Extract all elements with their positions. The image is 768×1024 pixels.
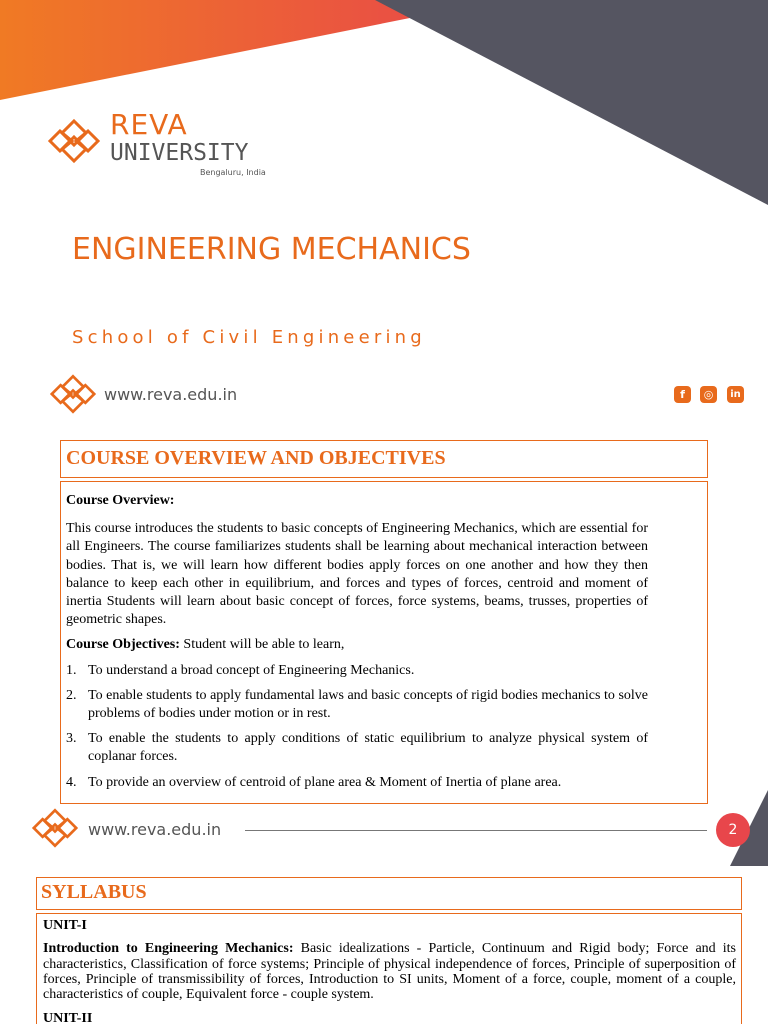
list-item-number: 3. [66, 731, 77, 747]
unit-1-label-line [43, 918, 736, 933]
list-item-text: To provide an overview of centroid of plane area & Moment of Inertia of plane area. [88, 774, 562, 790]
list-item [66, 774, 648, 792]
unit-1-text: Basic idealizations - Particle, Continuum and Rigid body; Force and its characteristics, Classification of force systems; Principle of physical independence of forces, Principle of superposition of forces, Principle of transmissibility of forces, Introduction to SI units, Moment of a force, couple, moment of a couple, characteristics of couple, Equivalent force - couple system. [43, 941, 736, 1003]
objectives-intro: Student will be able to learn, [179, 637, 345, 653]
unit-2-label-line [43, 1011, 736, 1024]
overview-heading: COURSE OVERVIEW AND OBJECTIVES [66, 447, 446, 469]
unit-1-paragraph [43, 941, 736, 1002]
objectives-label: Course Objectives: [66, 637, 180, 653]
unit-1-title: Introduction to Engineering Mechanics: [43, 941, 294, 957]
syllabus-content-box [36, 913, 742, 1024]
list-item-text: To enable the students to apply conditions of static equilibrium to analyze physical system of coplanar forces. [88, 731, 648, 765]
footer-divider [245, 830, 707, 831]
syllabus-heading: SYLLABUS [41, 881, 147, 903]
brand-name-reva: REVA [110, 108, 188, 141]
unit-1-label: UNIT-I [43, 918, 87, 933]
list-item-text: To understand a broad concept of Engineering Mechanics. [88, 662, 415, 678]
reva-knot-logo-icon [48, 118, 100, 164]
footer-website-link[interactable]: www.reva.edu.in [88, 820, 222, 839]
objectives-intro-line [66, 636, 648, 654]
website-link[interactable]: www.reva.edu.in [104, 385, 238, 404]
objectives-list [66, 662, 648, 792]
reva-knot-small-icon [50, 372, 96, 416]
list-item [66, 687, 648, 723]
reva-knot-footer-icon [32, 806, 78, 850]
overview-paragraph: This course introduces the students to basic concepts of Engineering Mechanics, which are essential for all Engineers. The course familiarizes students shall be learning about mechanical interaction between bodies. That is, we will learn how different bodies apply forces on one another and how they then balance to keep each other in equilibrium, and forces and types of forces, centroid and moment of inertia Students will learn about basic concept of forces, force systems, beams, trusses, properties of geometric shapes. [66, 521, 648, 628]
course-title: ENGINEERING MECHANICS [72, 232, 471, 267]
syllabus-content [43, 918, 736, 1024]
unit-2-label: UNIT-II [43, 1011, 93, 1024]
brand-location: Bengaluru, India [200, 168, 266, 177]
school-name: School of Civil Engineering [72, 327, 426, 348]
list-item-text: To enable students to apply fundamental laws and basic concepts of rigid bodies mechanics to solve problems of bodies under motion or in rest. [88, 687, 648, 722]
list-item [66, 662, 648, 680]
list-item-number: 1. [66, 662, 77, 678]
instagram-icon[interactable]: ◎ [700, 386, 717, 403]
overview-content [66, 492, 648, 799]
page-number-badge: 2 [716, 813, 750, 847]
list-item-number: 4. [66, 774, 77, 790]
overview-content-box [60, 481, 708, 804]
list-item [66, 730, 648, 766]
facebook-icon[interactable]: f [674, 386, 691, 403]
brand-name-university: UNIVERSITY [110, 140, 249, 166]
linkedin-icon[interactable]: in [727, 386, 744, 403]
syllabus-heading-box [36, 877, 742, 910]
overview-subheading: Course Overview: [66, 493, 175, 508]
top-dark-triangle [375, 0, 768, 205]
overview-heading-box [60, 440, 708, 478]
list-item-number: 2. [66, 687, 77, 703]
